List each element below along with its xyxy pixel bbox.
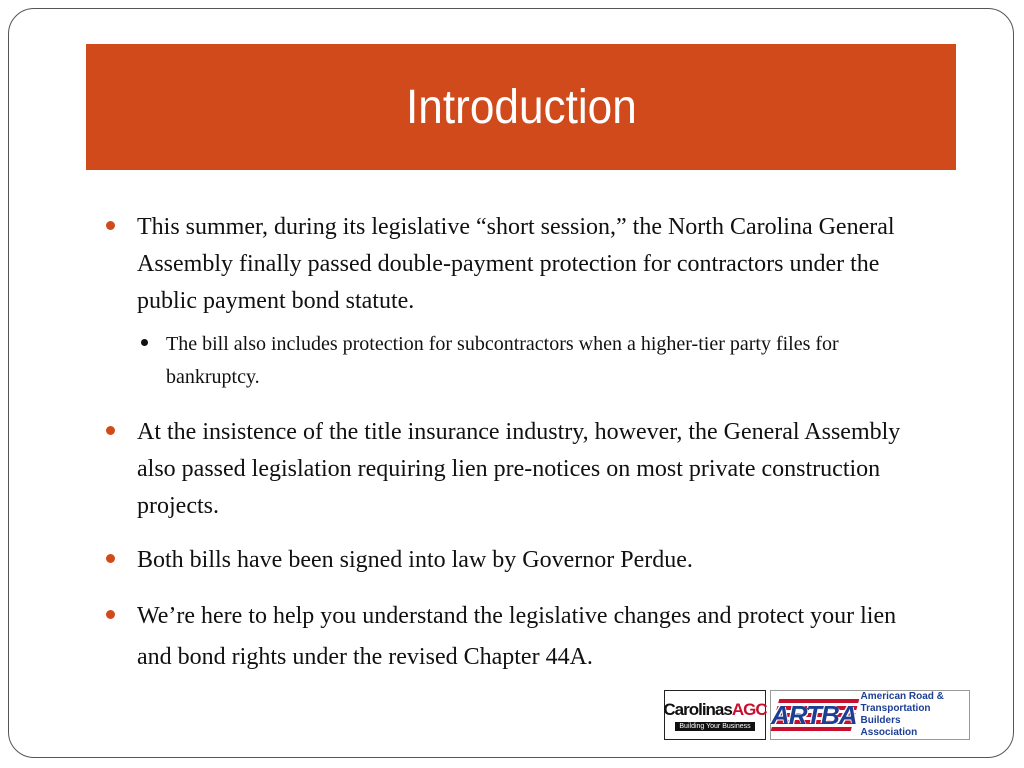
artba-name-line1: American Road &	[860, 691, 944, 702]
carolinas-agc-tagline: Building Your Business	[675, 722, 754, 731]
bullet-text: We’re here to help you understand the legislative changes and protect your lien and bond rights under the revised Chapter 44A.	[137, 603, 897, 670]
bullet-text: This summer, during its legislative “short session,” the North Carolina General Assembly finally passed double-payment protection for contractors under the public payment bond statute.	[137, 214, 895, 314]
artba-name-line3: Association	[860, 727, 918, 738]
agc-name-part2: AGC	[731, 699, 767, 719]
bullet-item	[106, 596, 936, 678]
slide-content	[106, 209, 936, 678]
artba-flag-icon	[771, 693, 857, 737]
title-bar	[86, 44, 956, 170]
bullet-text: At the insistence of the title insurance industry, however, the General Assembly also passed legislation requiring lien pre-notices on most private construction projects.	[137, 419, 901, 519]
artba-name-line2: Transportation Builders	[860, 703, 931, 726]
sub-bullet-dot-icon	[141, 339, 148, 346]
carolinas-agc-logo	[664, 690, 766, 740]
bullet-item	[106, 542, 936, 579]
carolinas-agc-wordmark	[663, 700, 766, 720]
artba-wordmark: ARTBA	[771, 699, 857, 730]
artba-name	[857, 691, 969, 739]
bullet-item	[106, 209, 936, 320]
bullet-item	[106, 414, 936, 525]
sub-bullet-text: The bill also includes protection for subcontractors when a higher-tier party files for bankruptcy.	[166, 333, 839, 388]
sub-bullet-item	[141, 328, 936, 394]
bullet-text: Both bills have been signed into law by Governor Perdue.	[137, 547, 693, 573]
bullet-dot-icon	[106, 221, 115, 230]
agc-name-part1: Carolinas	[663, 699, 732, 719]
artba-logo	[770, 690, 970, 740]
slide-title: Introduction	[405, 80, 637, 134]
bullet-dot-icon	[106, 610, 115, 619]
bullet-dot-icon	[106, 554, 115, 563]
bullet-dot-icon	[106, 426, 115, 435]
sponsor-logos	[664, 690, 970, 740]
slide	[8, 8, 1014, 758]
